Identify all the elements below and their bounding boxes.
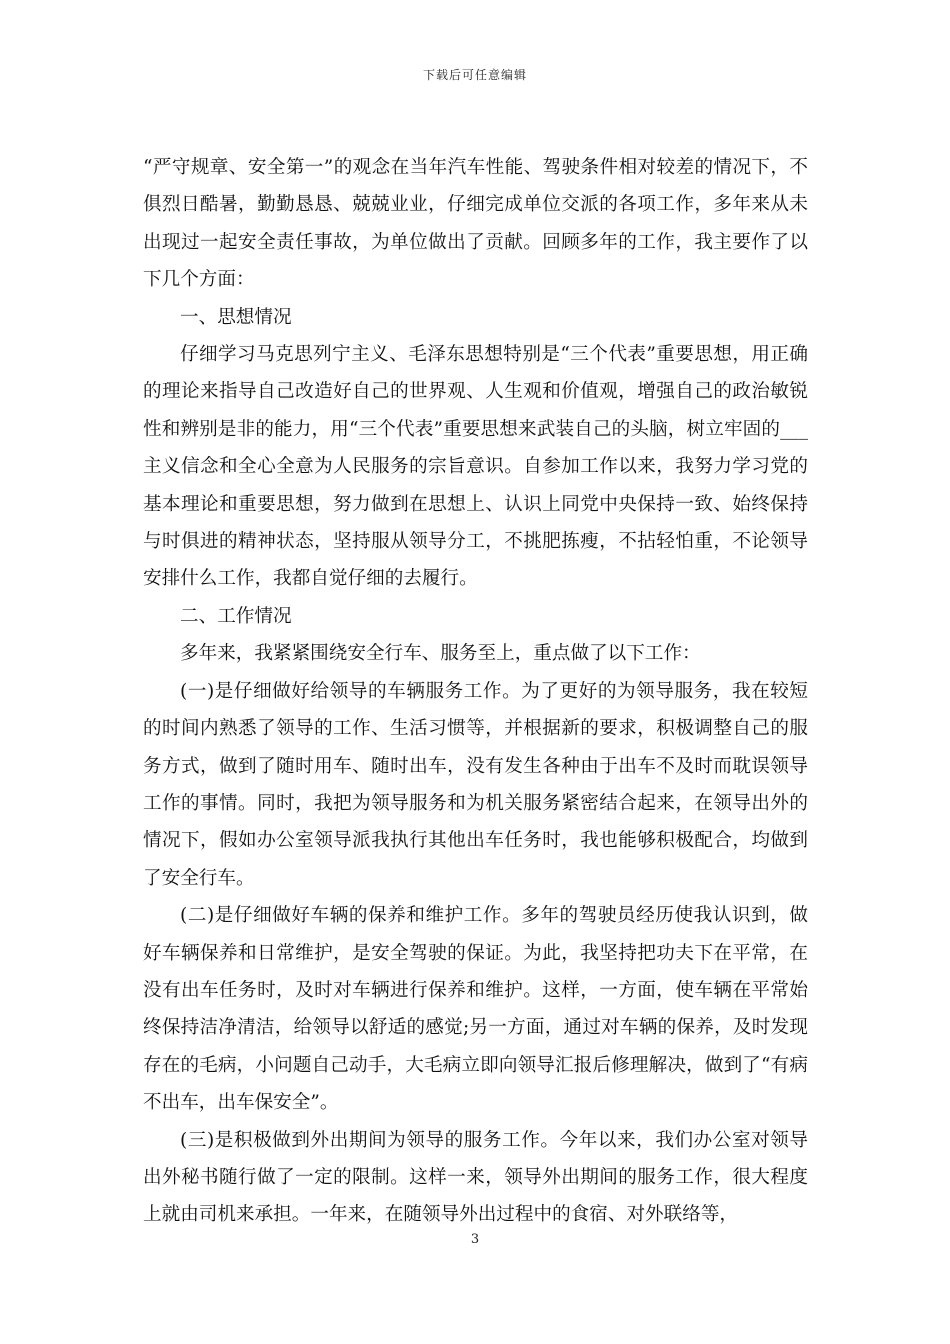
paragraph-item-3: (三)是积极做到外出期间为领导的服务工作。今年以来，我们办公室对领导出外秘书随行做了一定的限制。这样一来，领导外出期间的服务工作，很大程度上就由司机来承担。一年来，在随领导外出过程中的食宿、对外联络等， — [143, 1129, 808, 1226]
section-heading-thought: 一、思想情况 — [180, 306, 292, 328]
paragraph-item-1: (一)是仔细做好给领导的车辆服务工作。为了更好的为领导服务，我在较短的时间内熟悉了领导的工作、生活习惯等，并根据新的要求，积极调整自己的服务方式，做到了随时用车、随时出车，没有发生各种由于出车不及时而耽误领导工作的事情。同时，我把为领导服务和为机关服务紧密结合起来，在领导出外的情况下，假如办公室领导派我执行其他出车任务时，我也能够积极配合，均做到了安全行车。 — [143, 680, 808, 889]
section-heading-work: 二、工作情况 — [180, 605, 292, 627]
document-body — [143, 149, 808, 1234]
paragraph-work-intro: 多年来，我紧紧围绕安全行车、服务至上，重点做了以下工作： — [180, 643, 701, 665]
page-number: 3 — [470, 1232, 480, 1247]
paragraph-thought: 仔细学习马克思列宁主义、毛泽东思想特别是“三个代表”重要思想，用正确的理论来指导自己改造好自己的世界观、人生观和价值观，增强自己的政治敏锐性和辨别是非的能力，用“三个代表”重要思想来武装自己的头脑，树立牢固的___主义信念和全心全意为人民服务的宗旨意识。自参加工作以来，我努力学习党的基本理论和重要思想，努力做到在思想上、认识上同党中央保持一致、始终保持与时俱进的精神状态，坚持服从领导分工，不挑肥拣瘦，不拈轻怕重，不论领导安排什么工作，我都自觉仔细的去履行。 — [143, 344, 808, 590]
page-header: 下载后可任意编辑 — [422, 68, 527, 82]
paragraph-item-2: (二)是仔细做好车辆的保养和维护工作。多年的驾驶员经历使我认识到，做好车辆保养和日常维护，是安全驾驶的保证。为此，我坚持把功夫下在平常，在没有出车任务时，及时对车辆进行保养和维护。这样，一方面，使车辆在平常始终保持洁净清洁，给领导以舒适的感觉;另一方面，通过对车辆的保养，及时发现存在的毛病，小问题自己动手，大毛病立即向领导汇报后修理解决，做到了“有病不出车，出车保安全”。 — [143, 905, 808, 1114]
paragraph-intro: “严守规章、安全第一”的观念在当年汽车性能、驾驶条件相对较差的情况下，不俱烈日酷暑，勤勤恳恳、兢兢业业，仔细完成单位交派的各项工作，多年来从未出现过一起安全责任事故，为单位做出了贡献。回顾多年的工作，我主要作了以下几个方面： — [143, 157, 808, 291]
